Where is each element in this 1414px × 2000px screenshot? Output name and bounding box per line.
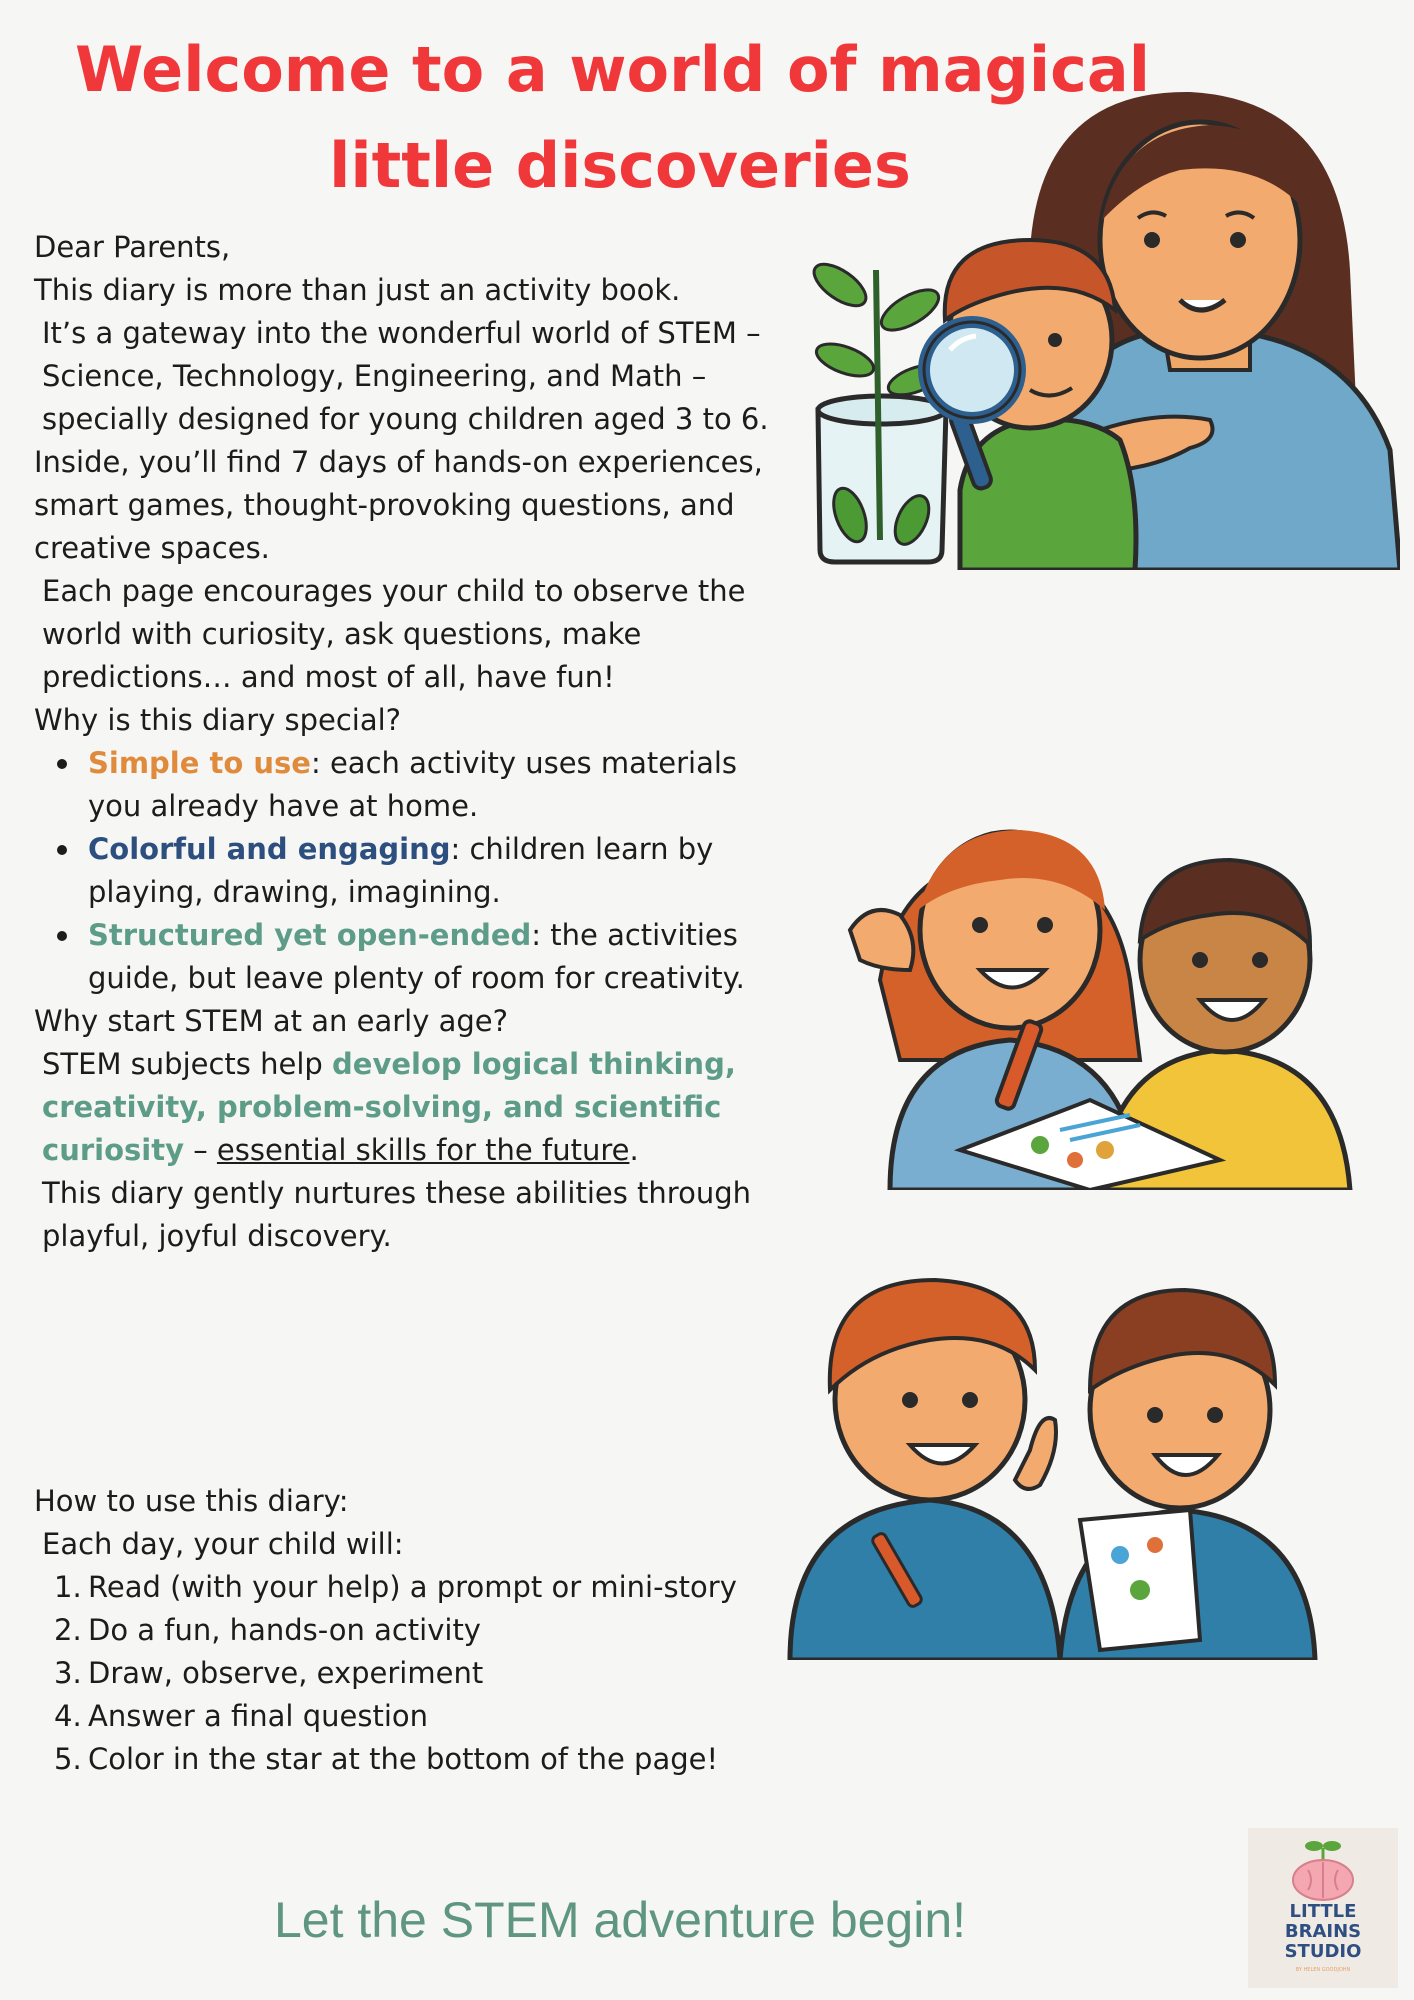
step-number: 1.	[54, 1570, 82, 1604]
early-underline: essential skills for the future	[216, 1133, 630, 1167]
early-period: .	[629, 1133, 639, 1167]
howto-heading: How to use this diary:	[34, 1484, 349, 1518]
closing-slogan: Let the STEM adventure begin!	[273, 1892, 967, 1948]
intro-paragraph-4: Each page encourages your child to observe the world with curiosity, ask questions, make predictions… and most of all, have fun!	[42, 574, 746, 694]
step-text: Answer a final question	[88, 1699, 428, 1733]
early-dash: –	[183, 1133, 217, 1167]
children-drawing-illustration	[840, 720, 1360, 1190]
early-highlight: develop logical thinking, creativity, problem-solving, and scientific curiosity	[42, 1047, 736, 1167]
logo-subtitle: BY HELEN GOODJOHN	[1295, 1967, 1351, 1973]
feature-text: : children learn by playing, drawing, imagining.	[88, 832, 714, 909]
list-item	[54, 1566, 754, 1609]
boy-right-figure	[1060, 1290, 1315, 1660]
early-paragraph	[34, 1043, 774, 1172]
howto-lead: Each day, your child will:	[42, 1527, 404, 1561]
feature-label: Simple to use	[88, 746, 311, 780]
feature-text: : the activities guide, but leave plenty of room for creativity.	[88, 918, 745, 995]
brain-sprout-icon	[1248, 1828, 1398, 1902]
feature-text: : each activity uses materials you already have at home.	[88, 746, 738, 823]
list-item	[54, 1695, 754, 1738]
greeting: Dear Parents,	[34, 230, 231, 264]
logo-line-2: BRAINS	[1284, 1921, 1362, 1942]
title-line-2: little discoveries	[329, 129, 911, 202]
intro-section	[34, 226, 774, 1258]
list-item	[54, 1652, 754, 1695]
boy-left-figure	[790, 1280, 1060, 1660]
intro-paragraph-1: This diary is more than just an activity book.	[34, 273, 681, 307]
step-number: 4.	[54, 1699, 82, 1733]
early-heading: Why start STEM at an early age?	[34, 1004, 508, 1038]
list-item	[54, 1609, 754, 1652]
list-item	[88, 742, 774, 828]
title-line-1: Welcome to a world of magical	[74, 33, 1151, 106]
feature-label: Colorful and engaging	[88, 832, 451, 866]
step-text: Read (with your help) a prompt or mini-story	[88, 1570, 737, 1604]
plant-jar-icon	[807, 256, 946, 562]
step-text: Do a fun, hands-on activity	[88, 1613, 481, 1647]
features-list	[34, 742, 774, 1000]
step-text: Draw, observe, experiment	[88, 1656, 484, 1690]
logo-line-3: STUDIO	[1284, 1941, 1362, 1962]
early-closing: This diary gently nurtures these abilities through playful, joyful discovery.	[42, 1176, 751, 1253]
list-item	[54, 1738, 754, 1781]
logo-line-1: LITTLE	[1289, 1901, 1357, 1922]
step-number: 2.	[54, 1613, 82, 1647]
list-item	[88, 828, 774, 914]
brand-logo	[1248, 1828, 1398, 1988]
intro-paragraph-3: Inside, you’ll find 7 days of hands-on experiences, smart games, thought-provoking questions, and creative spaces.	[34, 445, 763, 565]
feature-label: Structured yet open-ended	[88, 918, 532, 952]
intro-paragraph-2: It’s a gateway into the wonderful world of STEM – Science, Technology, Engineering, and Math – specially designed for young children aged 3 to 6.	[42, 316, 769, 436]
howto-section	[34, 1480, 754, 1781]
boys-talking-illustration	[770, 1220, 1330, 1660]
step-number: 3.	[54, 1656, 82, 1690]
early-lead: STEM subjects help	[42, 1047, 333, 1081]
step-text: Color in the star at the bottom of the page!	[88, 1742, 719, 1776]
steps-list	[34, 1566, 754, 1781]
list-item	[88, 914, 774, 1000]
why-heading: Why is this diary special?	[34, 703, 402, 737]
logo-text	[1248, 1902, 1398, 1962]
mother-child-plant-illustration	[740, 70, 1400, 570]
step-number: 5.	[54, 1742, 82, 1776]
